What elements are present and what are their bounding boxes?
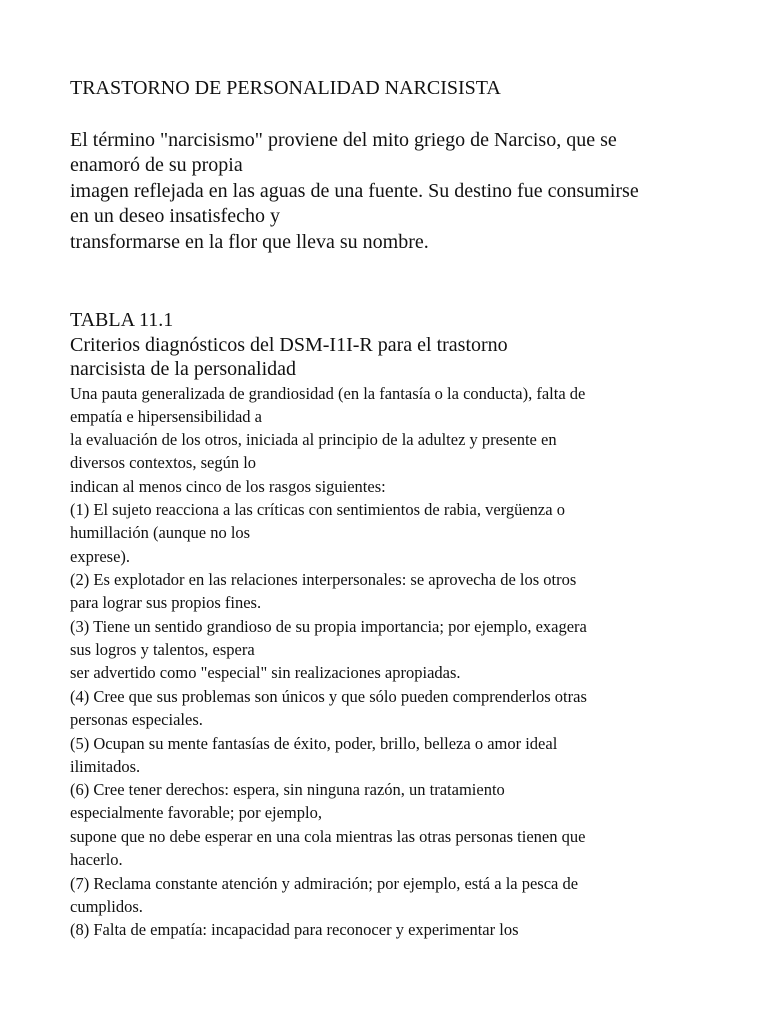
body-line: para lograr sus propios fines. [70,593,262,612]
intro-line: imagen reflejada en las aguas de una fuente. Su destino fue consumirse [70,180,639,202]
body-line: indican al menos cinco de los rasgos siguientes: [70,477,386,496]
body-line: especialmente favorable; por ejemplo, [70,803,322,822]
body-line: personas especiales. [70,710,203,729]
body-line: (6) Cree tener derechos: espera, sin ninguna razón, un tratamiento [70,780,505,799]
body-line: exprese). [70,547,131,566]
body-line: ser advertido como "especial" sin realizaciones apropiadas. [70,663,461,682]
body-line: Una pauta generalizada de grandiosidad (en la fantasía o la conducta), falta de [70,384,586,403]
document-title: TRASTORNO DE PERSONALIDAD NARCISISTA [70,77,501,99]
intro-line: enamoró de su propia [70,154,243,176]
table-caption-line: Criterios diagnósticos del DSM-I1I-R para el trastorno [70,334,508,356]
body-line: hacerlo. [70,850,123,869]
table-caption-line: narcisista de la personalidad [70,358,297,380]
body-line: (5) Ocupan su mente fantasías de éxito, poder, brillo, belleza o amor ideal [70,734,558,753]
body-line: diversos contextos, según lo [70,453,257,472]
intro-line: en un deseo insatisfecho y [70,205,280,227]
body-line: cumplidos. [70,897,143,916]
body-line: humillación (aunque no los [70,523,251,542]
body-line: (1) El sujeto reacciona a las críticas con sentimientos de rabia, vergüenza o [70,500,565,519]
body-line: la evaluación de los otros, iniciada al principio de la adultez y presente en [70,430,557,449]
body-line: supone que no debe esperar en una cola mientras las otras personas tienen que [70,827,586,846]
body-line: empatía e hipersensibilidad a [70,407,262,426]
intro-line: transformarse en la flor que lleva su nombre. [70,231,429,253]
intro-line: El término "narcisismo" proviene del mito griego de Narciso, que se [70,129,617,151]
body-line: (2) Es explotador en las relaciones interpersonales: se aprovecha de los otros [70,570,577,589]
body-line: (7) Reclama constante atención y admiración; por ejemplo, está a la pesca de [70,874,579,893]
body-line: sus logros y talentos, espera [70,640,255,659]
body-line: (3) Tiene un sentido grandioso de su propia importancia; por ejemplo, exagera [70,617,587,636]
body-line: (4) Cree que sus problemas son únicos y que sólo pueden comprenderlos otras [70,687,587,706]
body-line: ilimitados. [70,757,141,776]
table-label: TABLA 11.1 [70,309,174,331]
body-line: (8) Falta de empatía: incapacidad para reconocer y experimentar los [70,920,519,939]
